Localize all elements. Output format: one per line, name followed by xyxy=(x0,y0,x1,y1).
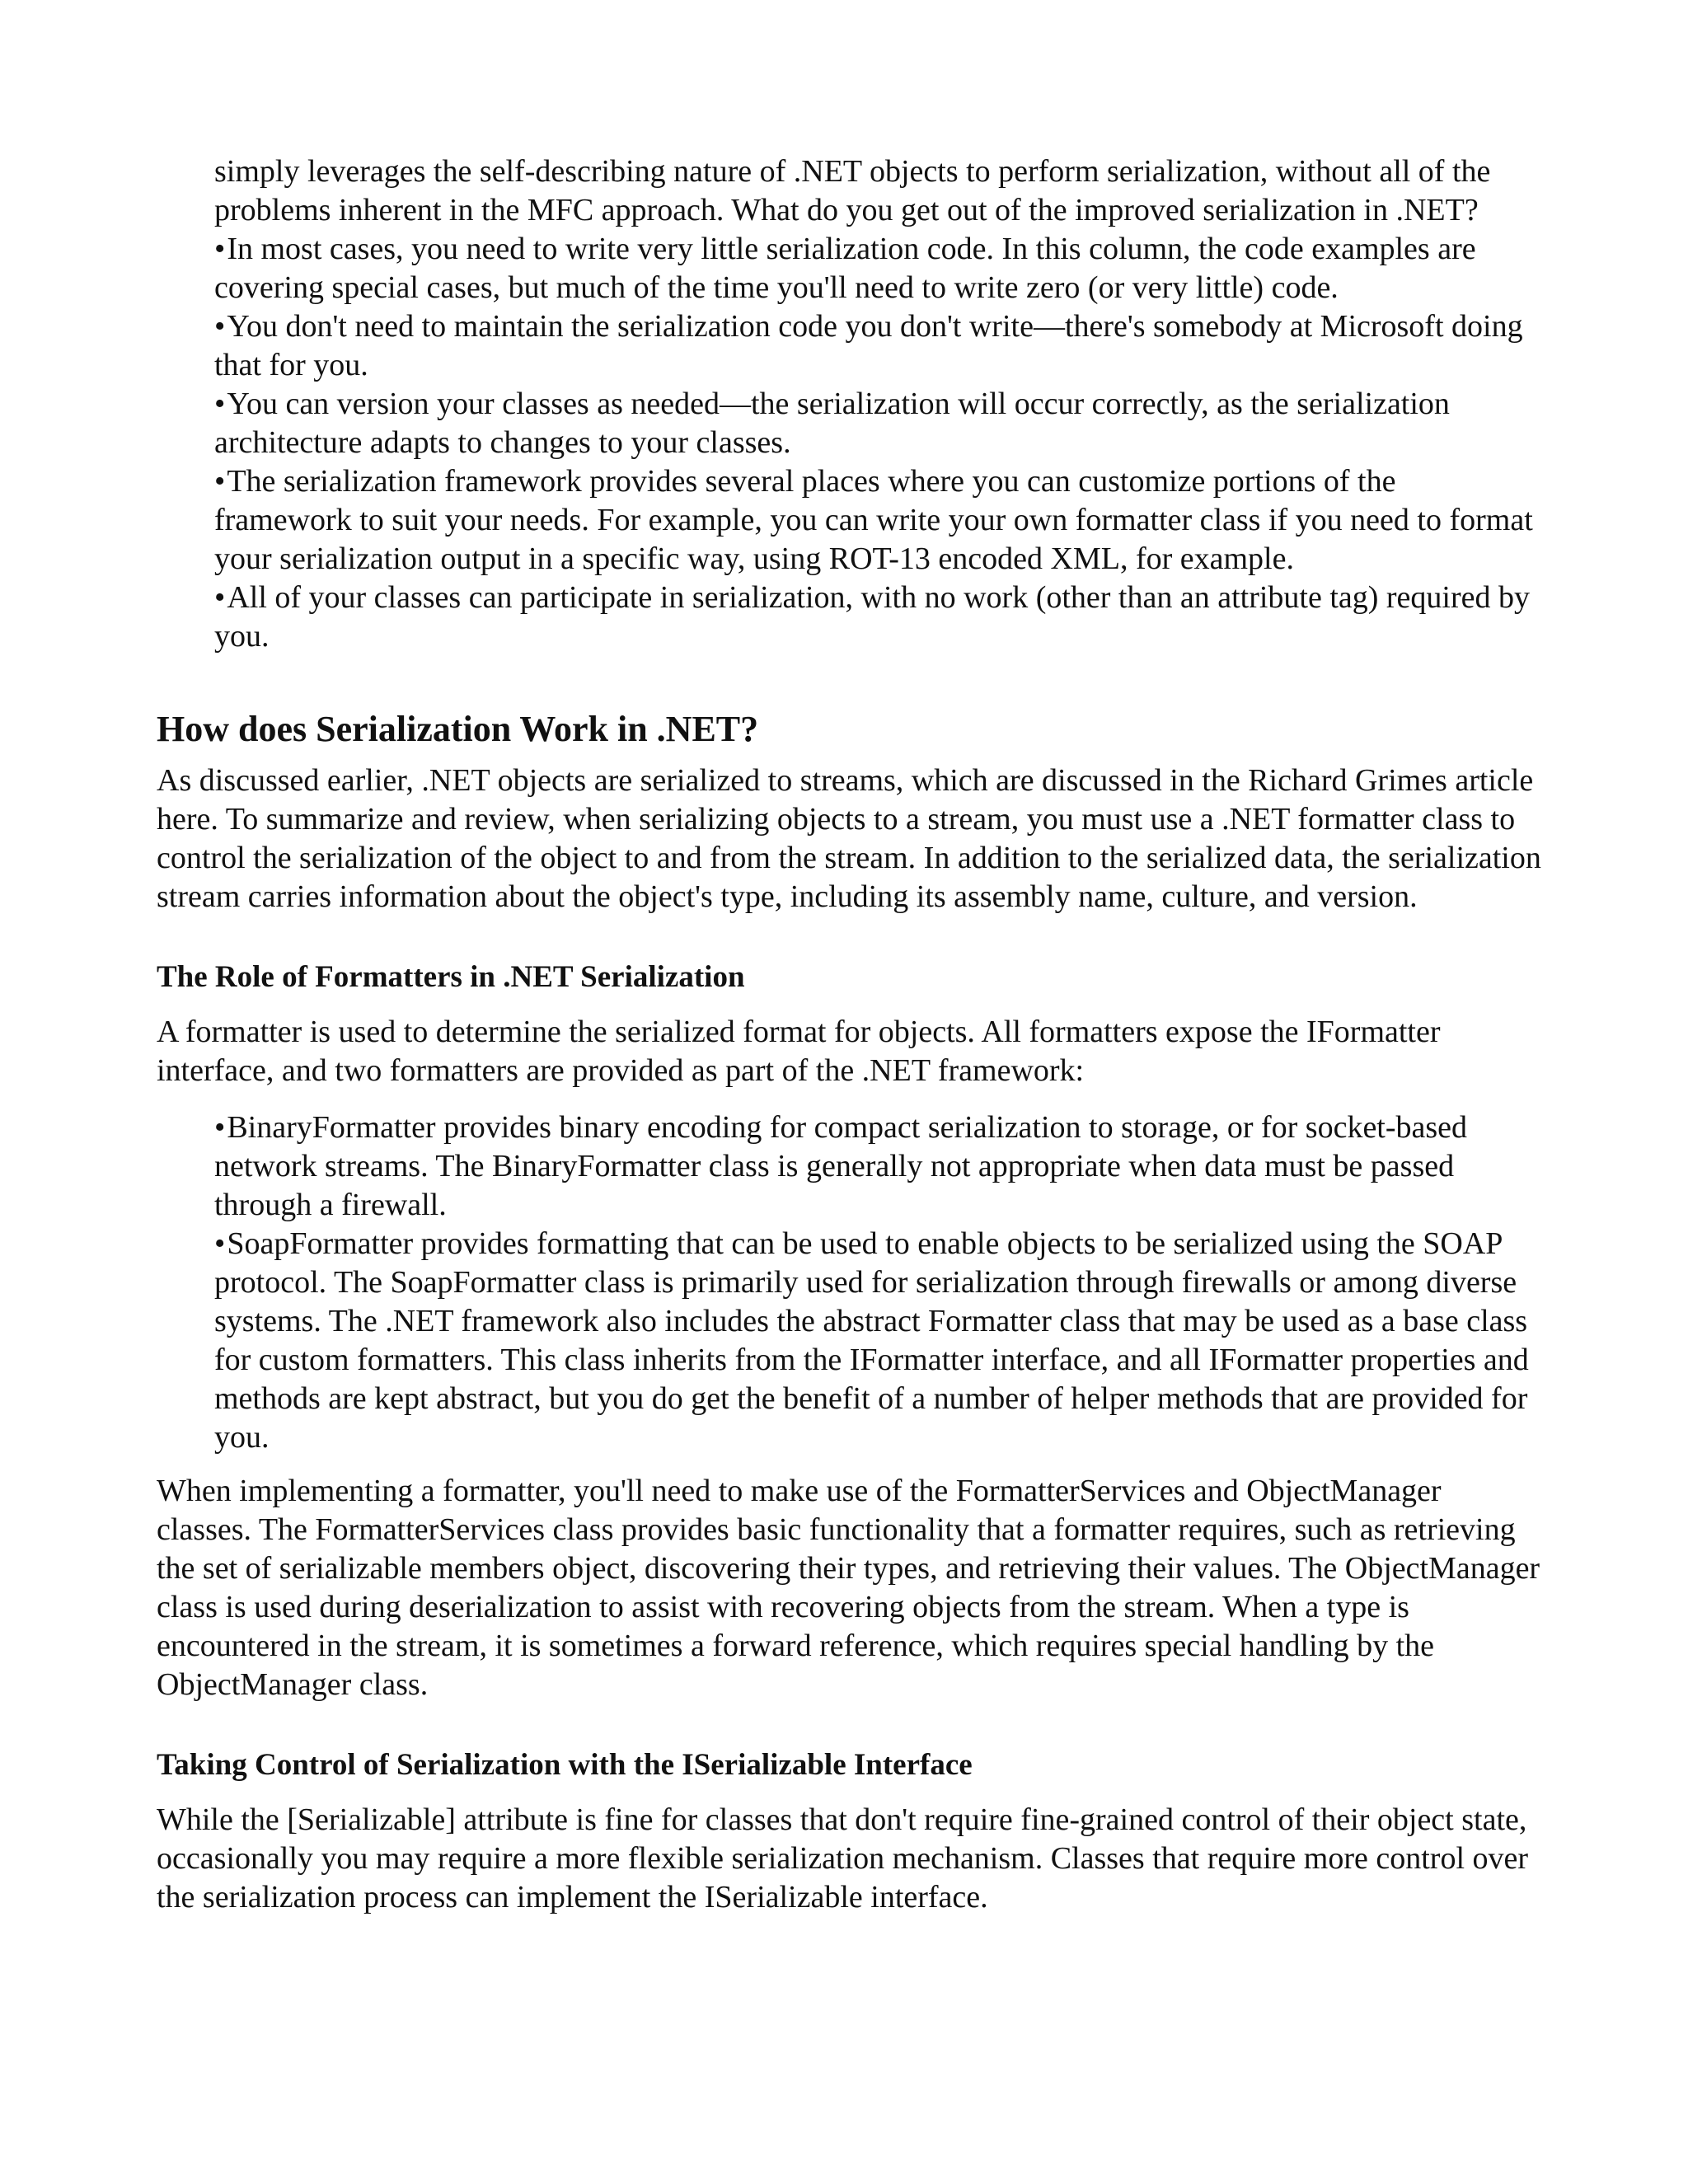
list-item xyxy=(214,579,1533,656)
bullet-icon: • xyxy=(214,464,226,499)
formatters-paragraph: A formatter is used to determine the serialized format for objects. All formatters expose the IFormatter interface, and two formatters are provided as part of the .NET framework: xyxy=(157,1015,1441,1088)
bullet-icon: • xyxy=(214,580,226,615)
bullet-icon: • xyxy=(214,1110,226,1145)
bullet-icon: • xyxy=(214,232,226,266)
section-heading-how-serialization-works: How does Serialization Work in .NET? xyxy=(157,709,759,749)
list-item-text: All of your classes can participate in serialization, with no work (other than an attribute tag) required by you. xyxy=(214,580,1531,654)
subsection-heading-iserializable: Taking Control of Serialization with the ISerializable Interface xyxy=(157,1748,973,1782)
list-item-text: You can version your classes as needed—the serialization will occur correctly, as the serialization architecture adapts to changes to your classes. xyxy=(214,387,1450,460)
list-item xyxy=(214,1225,1533,1457)
document-page xyxy=(157,152,1541,1917)
list-item-text: In most cases, you need to write very little serialization code. In this column, the code examples are covering special cases, but much of the time you'll need to write zero (or very little) code. xyxy=(214,232,1476,305)
list-item xyxy=(214,1108,1533,1225)
list-item xyxy=(214,462,1533,579)
subsection-heading-formatters: The Role of Formatters in .NET Serialization xyxy=(157,960,745,994)
list-item-text: The serialization framework provides several places where you can customize portions of the framework to suit your needs. For example, you can write your own formatter class if you need to format your serialization output in a specific way, using ROT-13 encoded XML, for example. xyxy=(214,464,1533,576)
bullet-icon: • xyxy=(214,387,226,421)
list-item-text: SoapFormatter provides formatting that can be used to enable objects to be serialized using the SOAP protocol. The SoapFormatter class is primarily used for serialization through firewalls or among diverse systems. The .NET framework also includes the abstract Formatter class that may be used as a base class for custom formatters. This class inherits from the IFormatter interface, and all IFormatter properties and methods are kept abstract, but you do get the benefit of a number of helper methods that are provided for you. xyxy=(214,1226,1529,1455)
how-serialization-paragraph: As discussed earlier, .NET objects are serialized to streams, which are discussed in the Richard Grimes article here. To summarize and review, when serializing objects to a stream, you must use a .NET formatter class to control the serialization of the object to and from the stream. In addition to the serialized data, the serialization stream carries information about the object's type, including its assembly name, culture, and version. xyxy=(157,763,1541,914)
intro-paragraph: simply leverages the self-describing nature of .NET objects to perform serialization, without all of the problems inherent in the MFC approach. What do you get out of the improved serialization in .NET? xyxy=(214,154,1491,227)
list-item xyxy=(214,385,1533,462)
list-item-text: You don't need to maintain the serialization code you don't write—there's somebody at Microsoft doing that for you. xyxy=(214,309,1523,382)
benefits-list xyxy=(214,230,1533,656)
list-item-text: BinaryFormatter provides binary encoding for compact serialization to storage, or for socket-based network streams. The BinaryFormatter class is generally not appropriate when data must be passed through a firewall. xyxy=(214,1110,1468,1222)
bullet-icon: • xyxy=(214,1226,226,1261)
formatter-implementation-paragraph: When implementing a formatter, you'll need to make use of the FormatterServices and ObjectManager classes. The FormatterServices class provides basic functionality that a formatter requires, such as retrieving the set of serializable members object, discovering their types, and retrieving their values. The ObjectManager class is used during deserialization to assist with recovering objects from the stream. When a type is encountered in the stream, it is sometimes a forward reference, which requires special handling by the ObjectManager class. xyxy=(157,1474,1540,1702)
formatters-list xyxy=(214,1108,1533,1457)
bullet-icon: • xyxy=(214,309,226,344)
list-item xyxy=(214,230,1533,307)
iserializable-paragraph: While the [Serializable] attribute is fine for classes that don't require fine-grained control of their object state, occasionally you may require a more flexible serialization mechanism. Classes that require more control over the serialization process can implement the ISerializable interface. xyxy=(157,1802,1529,1915)
list-item xyxy=(214,307,1533,385)
